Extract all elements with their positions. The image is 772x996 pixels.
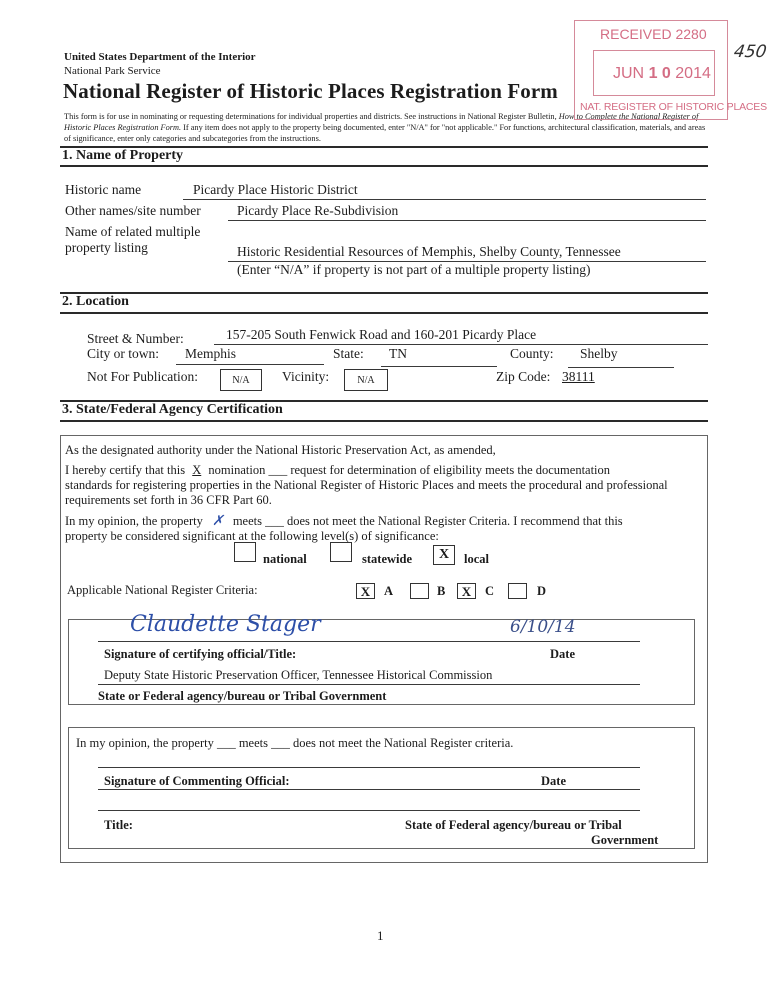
level-statewide-label: statewide [362, 552, 412, 566]
criteria-b-label: B [437, 584, 446, 598]
opinion-text: does not meet the National Register Criteria. I recommend that this [283, 514, 623, 528]
opinion-statement-line2: property be considered significant at the following level(s) of significance: [65, 529, 439, 543]
instructions-bulletin-title: How to Complete the National Register of Historic Places Registration Form. [64, 112, 699, 132]
criteria-d-checkbox[interactable] [508, 583, 527, 599]
meets-mark[interactable]: ✗ [211, 513, 224, 529]
not-for-publication-label: Not For Publication: [87, 369, 198, 384]
section-divider [60, 292, 708, 294]
other-names-value[interactable]: Picardy Place Re-Subdivision [237, 203, 399, 218]
agency-name: National Park Service [64, 65, 161, 77]
page-number: 1 [377, 928, 384, 943]
related-listing-label-line1: Name of related multiple [65, 224, 201, 239]
stamp-month: JUN [613, 65, 645, 82]
criteria-d-label: D [537, 584, 547, 598]
city-label: City or town: [87, 346, 160, 361]
title-underline [98, 684, 640, 685]
related-listing-note: (Enter “N/A” if property is not part of a multiple property listing) [237, 262, 591, 277]
vicinity-box[interactable]: N/A [344, 369, 388, 391]
authority-statement: As the designated authority under the National Historic Preservation Act, as amended, [65, 443, 496, 457]
certify-text: I hereby certify that this [65, 463, 189, 477]
state-label: State: [333, 346, 364, 361]
state-value[interactable]: TN [389, 346, 407, 361]
certify-statement-line3: requirements set forth in 36 CFR Part 60. [65, 493, 272, 507]
section-divider [60, 420, 708, 422]
commenting-title-label: Title: [104, 818, 133, 832]
criteria-a-label: A [384, 584, 394, 598]
level-statewide-checkbox[interactable] [330, 542, 352, 562]
handwritten-number: 450 [732, 42, 768, 62]
street-value[interactable]: 157-205 South Fenwick Road and 160-201 Picardy Place [226, 327, 537, 342]
not-meets-mark[interactable]: ___ [265, 514, 284, 528]
form-title: National Register of Historic Places Registration Form [63, 79, 558, 103]
county-underline [568, 367, 674, 368]
certify-text: nomination [205, 463, 269, 477]
historic-name-underline [183, 199, 706, 200]
criteria-a-checkbox[interactable]: X [356, 583, 375, 599]
criteria-c-label: C [485, 584, 495, 598]
commenting-signature-label: Signature of Commenting Official: [104, 774, 290, 788]
level-local-label: local [464, 552, 489, 566]
criteria-b-checkbox[interactable] [410, 583, 429, 599]
city-underline [176, 364, 324, 365]
street-label: Street & Number: [87, 331, 184, 346]
certifying-signature-label: Signature of certifying official/Title: [104, 647, 297, 661]
opinion-text: In my opinion, the property [65, 514, 206, 528]
opinion-statement-line1 [65, 514, 623, 529]
certify-text: request for determination of eligibility meets the documentation [287, 463, 611, 477]
department-name: United States Department of the Interior [64, 51, 256, 63]
commenting-date-underline [98, 789, 640, 790]
street-underline [214, 344, 708, 345]
commenting-signature-line[interactable] [98, 767, 640, 768]
level-local-checkbox[interactable]: X [433, 545, 455, 565]
nomination-mark[interactable]: X [192, 463, 202, 477]
section-divider [60, 312, 708, 314]
certifying-official-title[interactable]: Deputy State Historic Preservation Officer, Tennessee Historical Commission [104, 668, 493, 682]
county-value[interactable]: Shelby [580, 346, 618, 361]
criteria-c-checkbox[interactable]: X [457, 583, 476, 599]
stamp-day: 1 0 [648, 65, 671, 82]
county-label: County: [510, 346, 554, 361]
stamp-year: 2014 [675, 65, 711, 82]
instructions-text: This form is for use in nominating or requesting determinations for individual properties and districts. See instructions in National Register Bulletin, [64, 112, 559, 121]
section-1-title: 1. Name of Property [62, 148, 184, 163]
opinion-text: meets [229, 514, 266, 528]
historic-name-value[interactable]: Picardy Place Historic District [193, 182, 358, 197]
vicinity-label: Vicinity: [282, 369, 330, 384]
level-national-label: national [263, 552, 307, 566]
certify-statement-line2: standards for registering properties in the National Register of Historic Places and meets the procedural and professional [65, 478, 668, 492]
certifying-date-label: Date [550, 647, 575, 661]
commenting-agency-label-line2: Government [591, 833, 659, 847]
commenting-date-label: Date [541, 774, 566, 788]
historic-name-label: Historic name [65, 182, 142, 197]
related-listing-value[interactable]: Historic Residential Resources of Memphis, Shelby County, Tennessee [237, 244, 621, 259]
city-value[interactable]: Memphis [185, 346, 237, 361]
instructions-text-continued: If any item does not apply to the property being documented, enter "N/A" for "not applicable." For functions, architectural classification, materials, and areas of significance, enter only categories and subcategories from the instructions. [64, 123, 706, 143]
section-divider [60, 165, 708, 167]
other-names-underline [228, 220, 706, 221]
stamp-date [613, 65, 711, 83]
request-mark[interactable]: ___ [268, 463, 288, 477]
certifying-signature[interactable]: Claudette Stager [130, 612, 321, 637]
other-names-label: Other names/site number [65, 203, 201, 218]
commenting-agency-label-line1: State of Federal agency/bureau or Tribal [405, 818, 622, 832]
related-listing-label-line2: property listing [65, 240, 148, 255]
commenting-title-line[interactable] [98, 810, 640, 811]
certifying-date[interactable]: 6/10/14 [510, 617, 576, 637]
commenting-opinion: In my opinion, the property ___ meets ___ does not meet the National Register criteria. [76, 736, 514, 750]
stamp-footer-text: NAT. REGISTER OF HISTORIC PLACES [580, 101, 767, 113]
stamp-received-text: RECEIVED 2280 [600, 26, 707, 42]
certify-statement-line1 [65, 463, 610, 478]
criteria-label: Applicable National Register Criteria: [67, 583, 258, 597]
not-for-publication-box[interactable]: N/A [220, 369, 262, 391]
state-underline [381, 366, 497, 367]
zip-label: Zip Code: [496, 369, 551, 384]
section-3-title: 3. State/Federal Agency Certification [62, 402, 283, 417]
section-2-title: 2. Location [62, 294, 129, 309]
signature-underline [98, 641, 640, 642]
agency-label: State or Federal agency/bureau or Tribal Government [98, 689, 387, 703]
zip-value[interactable]: 38111 [562, 369, 595, 384]
level-national-checkbox[interactable] [234, 542, 256, 562]
